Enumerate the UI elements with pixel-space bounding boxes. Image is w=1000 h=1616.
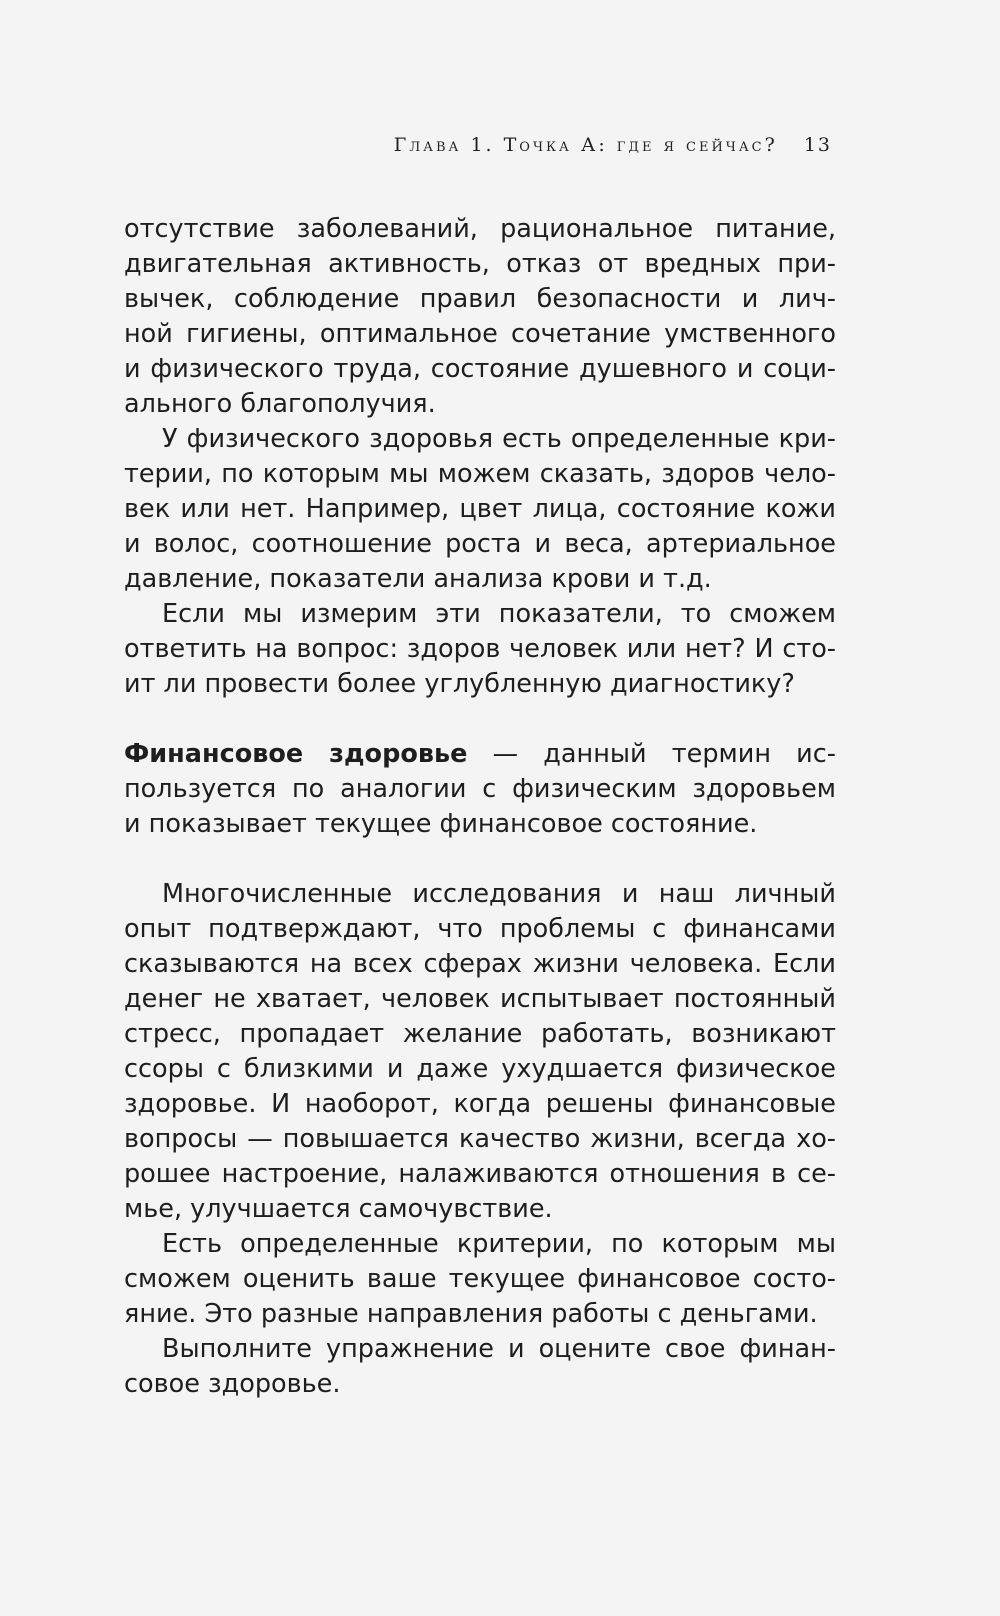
paragraph-measure-indicators — [124, 597, 836, 702]
text-line: денег не хватает, человек испытывает постоянный — [124, 984, 836, 1014]
chapter-title: Глава 1. Точка А: где я сейчас? — [393, 134, 778, 156]
text-line: ной гигиены, оптимальное сочетание умственного — [124, 319, 836, 349]
text-line: ссоры с близкими и даже ухудшается физическое — [124, 1054, 836, 1084]
text-line: Есть определенные критерии, по которым мы — [162, 1229, 836, 1259]
paragraph-health-definition-continued — [124, 212, 836, 422]
paragraph-gap — [124, 702, 836, 737]
text-line: Многочисленные исследования и наш личный — [162, 879, 836, 909]
text-line: совое здоровье. — [124, 1369, 341, 1399]
text-line: ит ли провести более углубленную диагностику? — [124, 669, 795, 699]
text-line: здоровье. И наоборот, когда решены финансовые — [124, 1089, 836, 1119]
text-line: сказываются на всех сферах жизни человека. Если — [124, 949, 836, 979]
paragraph-research — [124, 877, 836, 1227]
text-line — [124, 737, 836, 772]
text-line: яние. Это разные направления работы с деньгами. — [124, 1299, 818, 1329]
paragraph-financial-health-definition — [124, 737, 836, 842]
paragraph-gap — [124, 842, 836, 877]
text-line: давление, показатели анализа крови и т.д. — [124, 564, 712, 594]
text-line: двигательная активность, отказ от вредных при- — [124, 249, 836, 279]
text-line: сможем оценить ваше текущее финансовое состо- — [124, 1264, 836, 1294]
text-line: и волос, соотношение роста и веса, артериальное — [124, 529, 836, 559]
page-number: 13 — [803, 134, 832, 156]
text-line: Если мы измерим эти показатели, то сможем — [162, 599, 836, 629]
paragraph-exercise — [124, 1332, 836, 1402]
body-text — [124, 212, 836, 1402]
text-line: стресс, пропадает желание работать, возникают — [124, 1019, 836, 1049]
text-line: ответить на вопрос: здоров человек или нет? И сто- — [124, 634, 836, 664]
paragraph-physical-health-criteria — [124, 422, 836, 597]
text-line: пользуется по аналогии с физическим здоровьем — [124, 774, 836, 804]
text-line: вычек, соблюдение правил безопасности и лич- — [124, 284, 836, 314]
text-line: опыт подтверждают, что проблемы с финансами — [124, 914, 836, 944]
text-line: век или нет. Например, цвет лица, состояние кожи — [124, 494, 836, 524]
text-line: У физического здоровья есть определенные кри- — [162, 424, 836, 454]
text-line: мье, улучшается самочувствие. — [124, 1194, 553, 1224]
running-header — [394, 134, 832, 156]
text-line: терии, по которым мы можем сказать, здоров чело- — [124, 459, 836, 489]
text-line: Выполните упражнение и оцените свое финан- — [162, 1334, 836, 1364]
text-line: рошее настроение, налаживаются отношения в се- — [124, 1159, 836, 1189]
text-line: ального благополучия. — [124, 389, 436, 419]
text-line: вопросы — повышается качество жизни, всегда хо- — [124, 1124, 836, 1154]
text-line: и показывает текущее финансовое состояние. — [124, 809, 758, 839]
paragraph-financial-criteria — [124, 1227, 836, 1332]
definition-text: — данный термин ис- — [467, 739, 836, 769]
defined-term: Финансовое здоровье — [124, 739, 468, 769]
text-line: отсутствие заболеваний, рациональное питание, — [124, 214, 836, 244]
text-line: и физического труда, состояние душевного и соци- — [124, 354, 836, 384]
